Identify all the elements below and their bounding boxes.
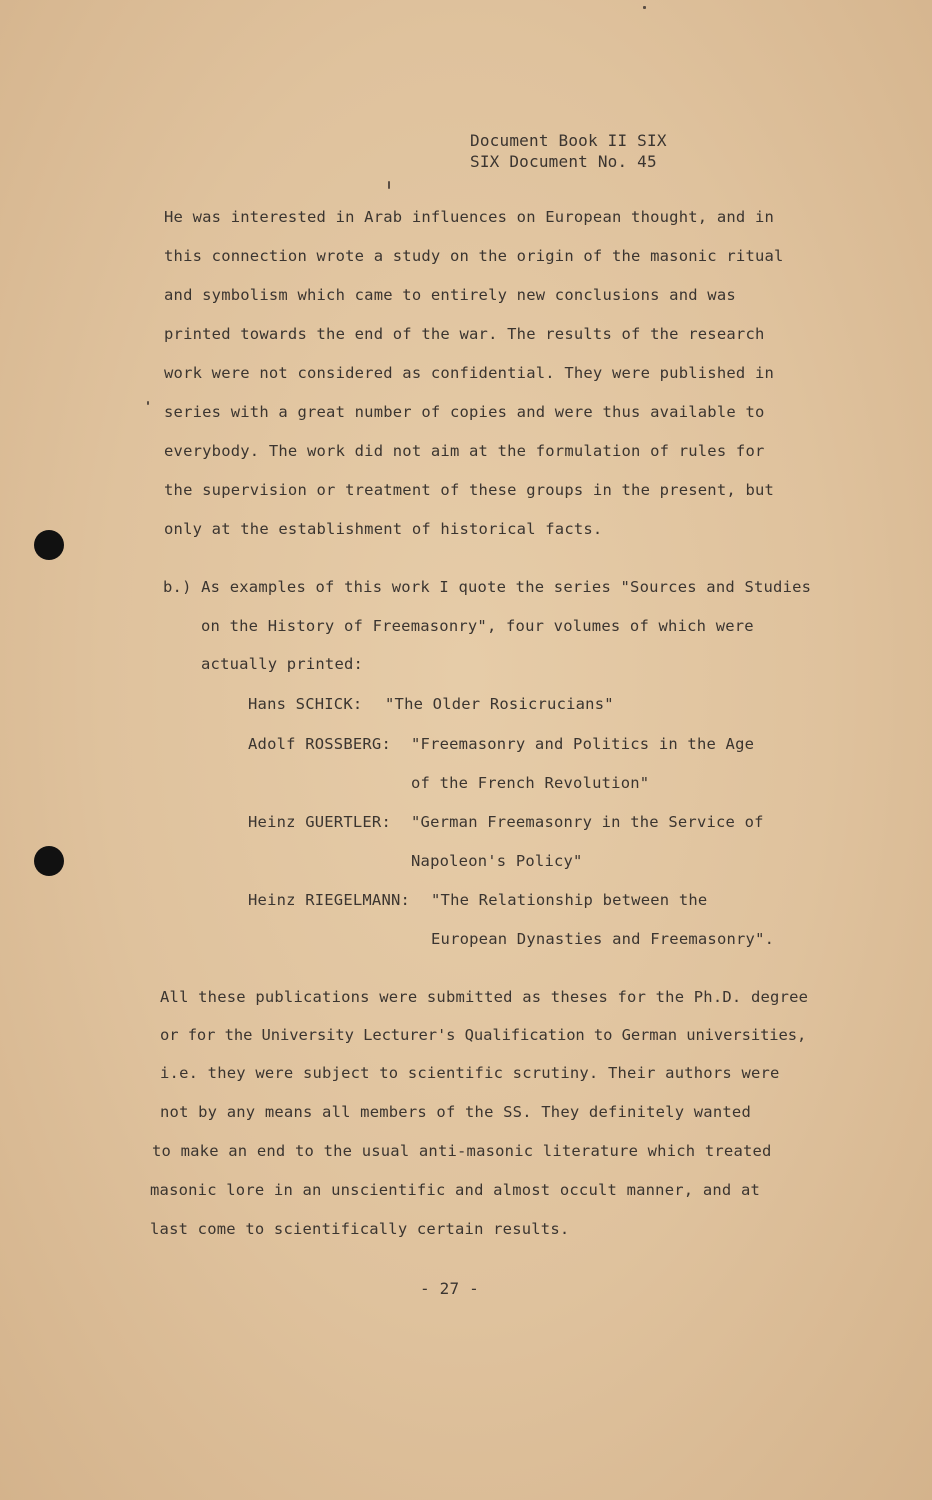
paragraph-1-line: series with a great number of copies and were thus available to (164, 403, 765, 421)
work-title: "The Relationship between the (431, 891, 708, 909)
paragraph-2-line: All these publications were submitted as theses for the Ph.D. degree (160, 988, 809, 1006)
paragraph-1-line: only at the establishment of historical facts. (164, 520, 603, 538)
paragraph-1-line: this connection wrote a study on the origin of the masonic ritual (164, 247, 784, 265)
page-number: - 27 - (420, 1279, 479, 1298)
punch-hole-bottom (34, 846, 64, 876)
section-b-line-3: actually printed: (201, 655, 364, 673)
paragraph-2-line: or for the University Lecturer's Qualification to German universities, (160, 1026, 807, 1044)
work-author: Adolf ROSSBERG: (248, 735, 391, 753)
header-line-1: Document Book II SIX (470, 131, 667, 150)
section-b-line-2: on the History of Freemasonry", four volumes of which were (201, 617, 754, 635)
work-title: "German Freemasonry in the Service of (411, 813, 764, 831)
work-title: Napoleon's Policy" (411, 852, 583, 870)
paper-speck (643, 6, 646, 9)
paragraph-1-line: work were not considered as confidential. They were published in (164, 364, 775, 382)
work-title: "The Older Rosicrucians" (385, 695, 614, 713)
work-author: Heinz GUERTLER: (248, 813, 391, 831)
punch-hole-top (34, 530, 64, 560)
work-title: European Dynasties and Freemasonry". (431, 930, 775, 948)
paragraph-2-line: not by any means all members of the SS. They definitely wanted (160, 1103, 751, 1121)
paragraph-2-line: last come to scientifically certain results. (150, 1220, 570, 1238)
paragraph-1-line: and symbolism which came to entirely new conclusions and was (164, 286, 736, 304)
paragraph-1-line: everybody. The work did not aim at the formulation of rules for (164, 442, 765, 460)
work-author: Hans SCHICK: (248, 695, 363, 713)
section-b-line-1: b.) As examples of this work I quote the series "Sources and Studies (163, 578, 812, 596)
paragraph-2-line: i.e. they were subject to scientific scrutiny. Their authors were (160, 1064, 780, 1082)
header-line-2: SIX Document No. 45 (470, 152, 657, 171)
paper-speck (388, 181, 390, 189)
paper-speck (147, 401, 149, 405)
work-author: Heinz RIEGELMANN: (248, 891, 411, 909)
paragraph-2-line: to make an end to the usual anti-masonic literature which treated (152, 1142, 772, 1160)
paragraph-2-line: masonic lore in an unscientific and almost occult manner, and at (150, 1181, 761, 1199)
work-title: of the French Revolution" (411, 774, 650, 792)
paragraph-1-line: printed towards the end of the war. The results of the research (164, 325, 765, 343)
paragraph-1-line: the supervision or treatment of these groups in the present, but (164, 481, 775, 499)
work-title: "Freemasonry and Politics in the Age (411, 735, 755, 753)
paragraph-1-line: He was interested in Arab influences on European thought, and in (164, 208, 775, 226)
